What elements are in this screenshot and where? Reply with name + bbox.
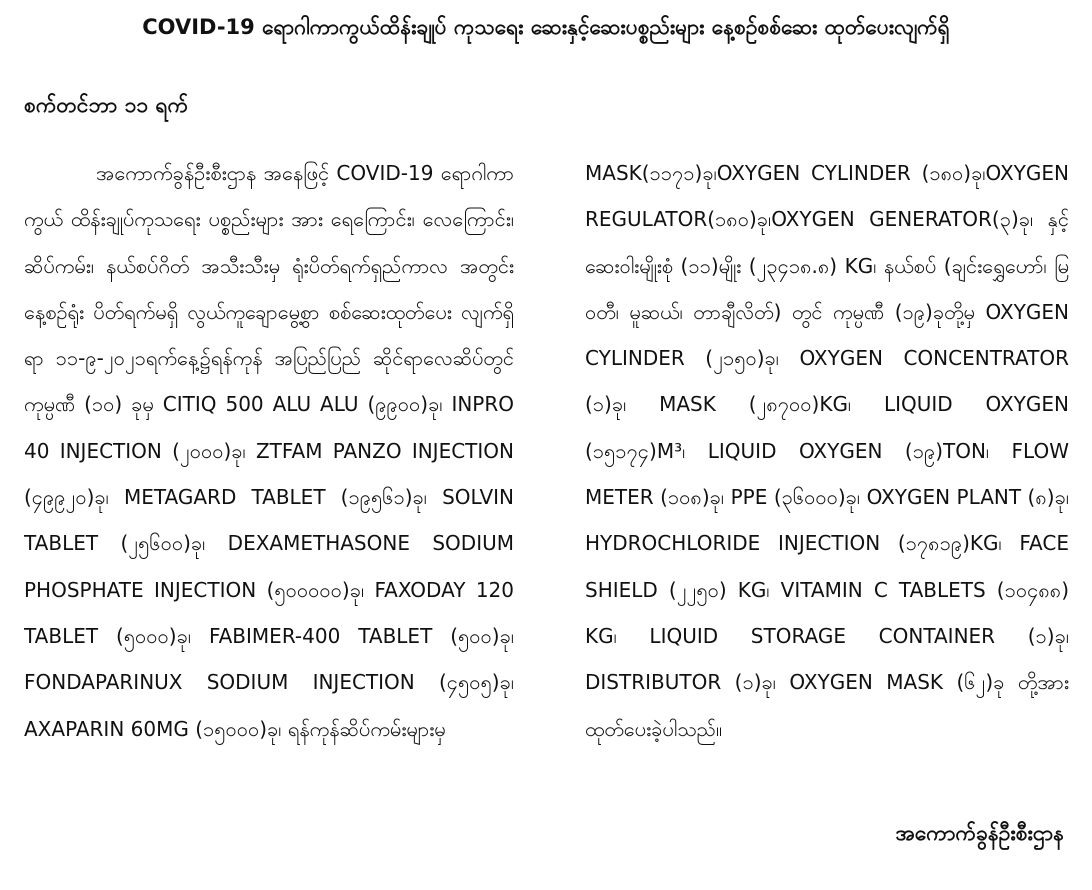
right-column bbox=[585, 150, 1069, 850]
left-column bbox=[24, 150, 514, 850]
dateline: စက်တင်ဘာ ၁၁ ရက် bbox=[24, 93, 189, 117]
signature: အကောက်ခွန်ဦးစီးဌာန bbox=[895, 821, 1064, 845]
headline: COVID-19 ရောဂါကာကွယ်ထိန်းချုပ် ကုသရေး ဆေးနှင့်ဆေးပစ္စည်းများ နေ့စဉ်စစ်ဆေး ထုတ်ပေးလျက်ရှိ bbox=[142, 15, 950, 39]
right-column-text: MASK(၁၁၇၁)ခု၊OXYGEN CYLINDER (၁၈၀)ခု၊OXYGEN REGULATOR(၁၈၀)ခု၊OXYGEN GENERATOR(၃)ခု၊ နှင့် ဆေးဝါးမျိုးစုံ (၁၁)မျိုး (၂၃၄၁၈.၈) KG၊ နယ်စပ် (ချင်းရွှေဟော်၊ မြဝတီ၊ မူဆယ်၊ တာချီလိတ်) တွင် ကုမ္ပဏီ (၁၉)ခုတို့မှ OXYGEN CYLINDER (၂၁၅၀)ခု၊ OXYGEN CONCENTRATOR (၁)ခု၊ MASK (၂၈၇၀၀)KG၊ LIQUID OXYGEN (၁၅၁၇၄)M³၊ LIQUID OXYGEN (၁၉)TON၊ FLOW METER (၁၀၈)ခု၊ PPE (၃၆၀၀၀)ခု၊ OXYGEN PLANT (၈)ခု၊ HYDROCHLORIDE INJECTION (၁၇၈၁၉)KG၊ FACE SHIELD (၂၂၅၀) KG၊ VITAMIN C TABLETS (၁၀၄၈၈) KG၊ LIQUID STORAGE CONTAINER (၁)ခု၊ DISTRIBUTOR (၁)ခု၊ OXYGEN MASK (၆၂)ခု တို့အား ထုတ်ပေးခဲ့ပါသည်။ bbox=[585, 161, 1069, 741]
left-column-text: အကောက်ခွန်ဦးစီးဌာန အနေဖြင့် COVID-19 ရောဂါကာကွယ် ထိန်းချုပ်ကုသရေး ပစ္စည်းများ အား ရေကြောင်း၊ လေကြောင်း၊ ဆိပ်ကမ်း၊ နယ်စပ်ဂိတ် အသီးသီးမှ ရုံးပိတ်ရက်ရှည်ကာလ အတွင်း နေ့စဉ်ရုံး ပိတ်ရက်မရှိ လွယ်ကူချောမွေ့စွာ စစ်ဆေးထုတ်ပေး လျက်ရှိရာ ၁၁-၉-၂၀၂၁ရက်နေ့၌ရန်ကုန် အပြည်ပြည် ဆိုင်ရာလေဆိပ်တွင် ကုမ္ပဏီ (၁၀) ခုမှ CITIQ 500 ALU ALU (၉၉၀၀)ခု၊ INPRO 40 INJECTION (၂၀၀၀)ခု၊ ZTFAM PANZO INJECTION (၄၉၉၂၀)ခု၊ METAGARD TABLET (၁၉၅၆၁)ခု၊ SOLVIN TABLET (၂၅၆၀၀)ခု၊ DEXAMETHASONE SODIUM PHOSPHATE INJECTION (၅၀၀၀၀၀)ခု၊ FAXODAY 120 TABLET (၅၀၀၀)ခု၊ FABIMER-400 TABLET (၅၀၀)ခု၊ FONDAPARINUX SODIUM INJECTION (၄၅၀၅)ခု၊ AXAPARIN 60MG (၁၅၀၀၀)ခု၊ ရန်ကုန်ဆိပ်ကမ်းများမှ bbox=[24, 161, 514, 741]
